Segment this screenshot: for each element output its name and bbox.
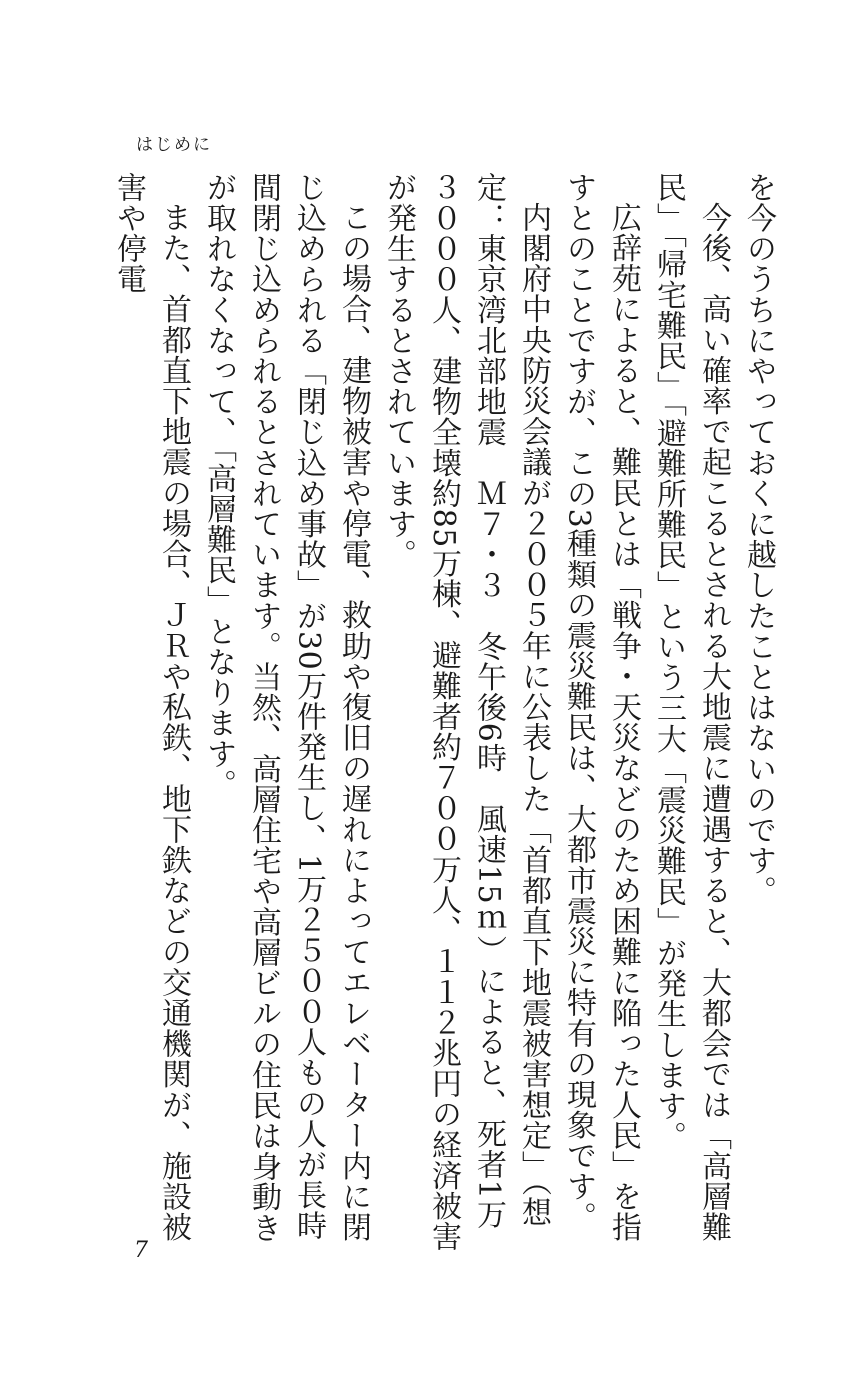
vertical-body-text — [111, 172, 781, 1252]
paragraph: この場合、建物被害や停電、救助や復旧の遅れによってエレベーター内に閉じ込められる「閉じ込め事故」が30万件発生し、1万２５００人もの人が長時間閉じ込められるとされています。当然、高層住宅や高層ビルの住民は身動きが取れなくなって、「高層難民」となります。 — [201, 172, 371, 1243]
paragraph: また、首都直下地震の場合、ＪＲや私鉄、地下鉄などの交通機関が、施設被害や停電 — [111, 172, 191, 1243]
paragraph: 内閣府中央防災会議が２００５年に公表した「首都直下地震被害想定」（想定：東京湾北部地震 Ｍ７・３ 冬午後6時 風速15ｍ）によると、死者1万３０００人、建物全壊約85万棟、避難者約７００万人、１１２兆円の経済被害が発生するとされています。 — [381, 172, 551, 1252]
running-head: はじめに — [136, 135, 212, 155]
paragraph: 今後、高い確率で起こるとされる大地震に遭遇すると、大都会では「高層難民」「帰宅難民」「避難所難民」という三大「震災難民」が発生します。 — [651, 172, 731, 1243]
paragraph-continued: を今のうちにやっておくに越したことはないのです。 — [741, 172, 776, 907]
page-number: 7 — [134, 1238, 148, 1263]
paragraph: 広辞苑によると、難民とは「戦争・天災などのため困難に陥った人民」を指すとのことですが、この3種類の震災難民は、大都市震災に特有の現象です。 — [561, 172, 641, 1243]
